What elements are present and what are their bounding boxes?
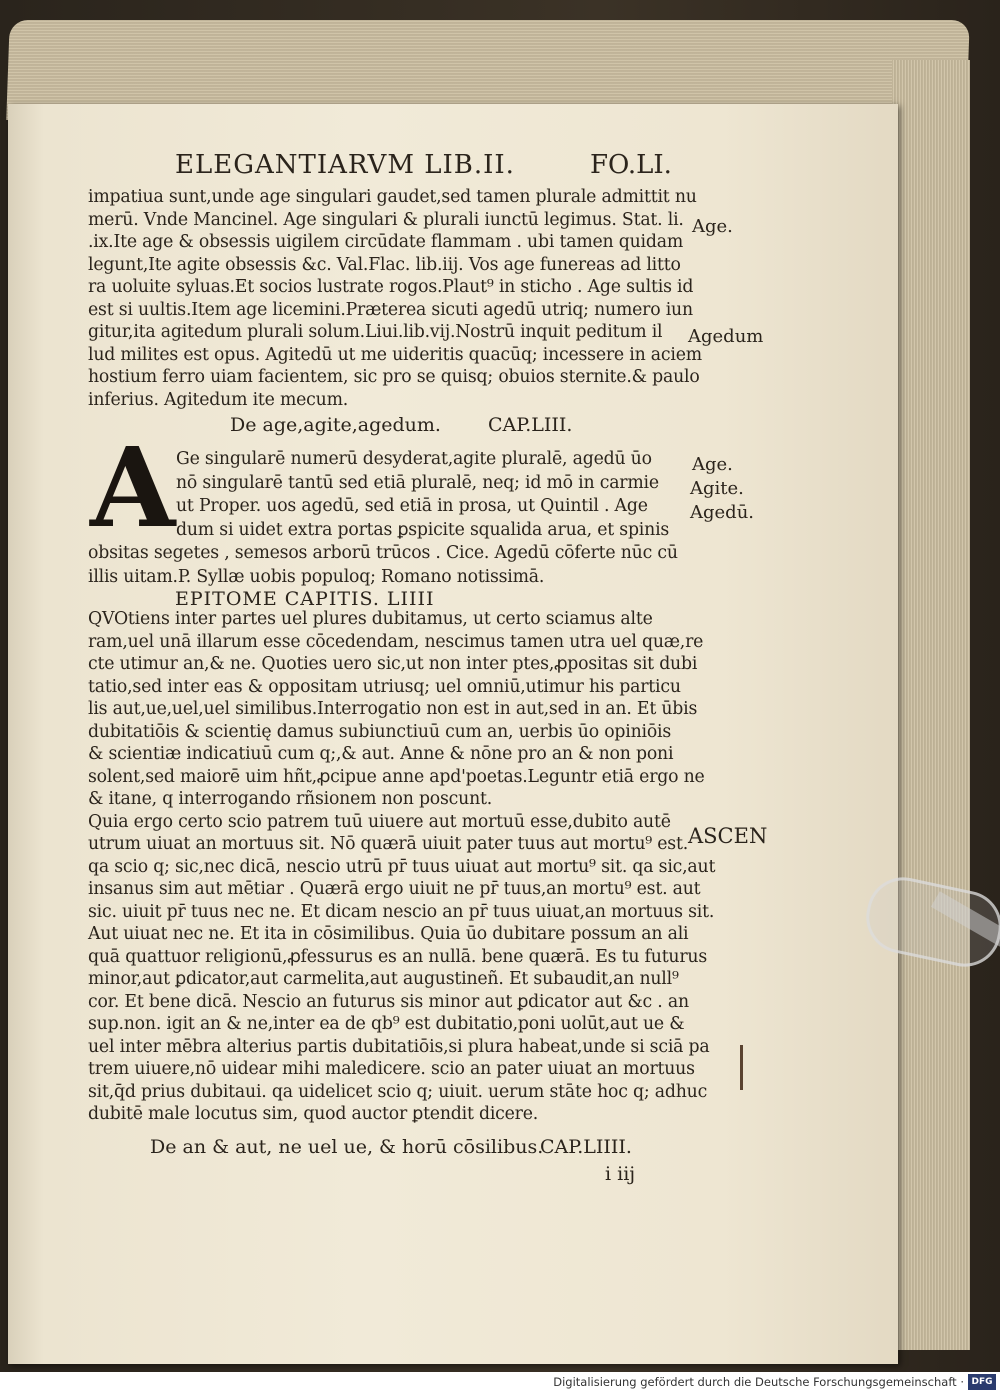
text-line: quā quattuor religionū,ꝓfessurus es an nullā. bene quærā. Es tu futurus	[88, 946, 708, 967]
text-line: nō singularē tantū sed etiā pluralē, neq; id mō in carmie	[176, 472, 659, 493]
text-line: inferius. Agitedum ite mecum.	[88, 389, 349, 410]
chapter-53-number: CAP.LIII.	[488, 414, 573, 436]
text-line: utrum uiuat an mortuus sit. Nō quærā uiuit pater tuus aut mortu⁹ est.	[88, 834, 689, 854]
text-line: lis aut,ue,uel,uel similibus.Interrogatio non est in aut,sed in an. Et ūbis	[88, 699, 698, 719]
text-line: ra uoluite syluas.Et socios lustrate rogos.Plaut⁹ in sticho . Age sultis id	[88, 277, 694, 297]
text-line: sic. uiuit pr̄ tuus nec ne. Et dicam nescio an pr̄ tuus uiuat,an mortuus sit.	[88, 901, 715, 922]
text-line: sit,q̄d prius dubitaui. qa uidelicet scio q; uiuit. uerum stāte hoc q; adhuc	[88, 1081, 708, 1102]
text-line: & scientiæ indicatiuū cum q;,& aut. Anne & nōne pro an & non poni	[88, 744, 674, 764]
footer-credit: Digitalisierung gefördert durch die Deutsche Forschungsgemeinschaft ·	[553, 1375, 964, 1389]
text-line: trem uiuere,nō uidear mihi maledicere. scio an pater uiuat an mortuus	[88, 1059, 695, 1079]
text-line: sup.non. igit an & ne,inter ea de qb⁹ est dubitatio,poni uolūt,aut ue &	[88, 1014, 685, 1034]
text-line: Ge singularē numerū desyderat,agite pluralē, agedū ūo	[176, 449, 652, 469]
marginal-note-agite: Agite.	[690, 478, 744, 499]
marginal-note-age-2: Age.	[692, 454, 733, 475]
text-line: impatiua sunt,unde age singulari gaudet,sed tamen plurale admittit nu	[88, 187, 697, 207]
text-line: gitur,ita agitedum plurali solum.Liui.lib.vij.Nostrū inquit peditum il	[88, 322, 663, 342]
text-line: dubitē male locutus sim, quod auctor ꝑtendit dicere.	[88, 1104, 539, 1124]
text-line: dubitatiōis & scientię damus subiunctiuū cum an, uerbis ūo opiniōis	[88, 721, 672, 742]
text-line: tatio,sed inter eas & oppositam utriusq; uel omniū,utimur his particu	[88, 676, 681, 697]
text-line: uel inter mēbra alterius partis dubitatiōis,si plura habeat,unde si sciā pa	[88, 1036, 710, 1057]
text-line: QVOtiens inter partes uel plures dubitamus, ut certo sciamus alte	[88, 609, 653, 629]
drop-capital: A	[90, 423, 176, 552]
text-line: merū. Vnde Mancinel. Age singulari & plurali iunctū legimus. Stat. li.	[88, 209, 684, 230]
marginal-note-agedu: Agedū.	[690, 502, 755, 523]
text-line: lud milites est opus. Agitedū ut me uideritis quacūq; incessere in aciem	[88, 344, 702, 365]
text-line: qa scio q; sic,nec dicā, nescio utrū pr̄ tuus uiuat aut mortu⁹ sit. qa sic,aut	[88, 856, 716, 877]
text-line: & itane, q interrogando rñsionem non poscunt.	[88, 789, 493, 809]
text-line: minor,aut ꝑdicator,aut carmelita,aut augustineñ. Et subaudit,an null⁹	[88, 969, 679, 989]
text-line: ram,uel unā illarum esse cōcedendam, nescimus tamen utra uel quæ,re	[88, 631, 704, 652]
text-line: illis uitam.P. Syllæ uobis populoq; Romano notissimā.	[88, 566, 545, 587]
marginal-note-agedum: Agedum	[688, 326, 764, 347]
dfg-logo: DFG	[968, 1374, 996, 1390]
footer-bar	[0, 1372, 1000, 1393]
text-line: insanus sim aut mētiar . Quærā ergo uiuit ne pr̄ tuus,an mortu⁹ est. aut	[88, 879, 701, 899]
epitome-heading: EPITOME CAPITIS. LIIII	[175, 588, 435, 610]
running-title: ELEGANTIARVM LIB.II.	[175, 150, 515, 180]
text-line: solent,sed maiorē uim hñt,ꝓcipue anne apd'poetas.Leguntr etiā ergo ne	[88, 766, 705, 787]
text-line: Aut uiuat nec ne. Et ita in cōsimilibus. Quia ūo dubitare possum an ali	[88, 924, 689, 944]
chapter-54-number: CAP.LIIII.	[540, 1136, 632, 1158]
text-line: cte utimur an,& ne. Quoties uero sic,ut non inter ptes,ꝓpositas sit dubi	[88, 654, 698, 674]
chapter-53-title: De age,agite,agedum.	[230, 414, 441, 436]
marginal-note-age: Age.	[692, 216, 733, 237]
text-line: obsitas segetes , semesos arborū trūcos . Cice. Agedū cōferte nūc cū	[88, 543, 678, 563]
folio-number: FO.LI.	[590, 150, 672, 180]
text-line: ut Proper. uos agedū, sed etiā in prosa, ut Quintil . Age	[176, 496, 648, 516]
text-line: est si uultis.Item age licemini.Præterea sicuti agedū utriq; numero iun	[88, 299, 693, 320]
page-edges-right	[892, 60, 970, 1350]
text-line: dum si uidet extra portas ꝑspicite squalida arua, et spinis	[176, 519, 670, 540]
chapter-54-title: De an & aut, ne uel ue, & horū cōsilibus.	[150, 1136, 544, 1158]
text-line: legunt,Ite agite obsessis &c. Val.Flac. lib.iij. Vos age funereas ad litto	[88, 254, 681, 275]
text-line: cor. Et bene dicā. Nescio an futurus sis minor aut ꝑdicator aut &c . an	[88, 991, 689, 1012]
text-line: .ix.Ite age & obsessis uigilem circūdate flammam . ubi tamen quidam	[88, 232, 684, 252]
text-line: hostium ferro uiam facientem, sic pro se quisq; obuios sternite.& paulo	[88, 367, 700, 387]
signature-mark: i iij	[605, 1163, 636, 1185]
text-line: Quia ergo certo scio patrem tuū uiuere aut mortuū esse,dubito autē	[88, 811, 671, 832]
ink-mark	[740, 1045, 743, 1090]
marginal-note-ascen: ASCEN	[688, 824, 768, 848]
